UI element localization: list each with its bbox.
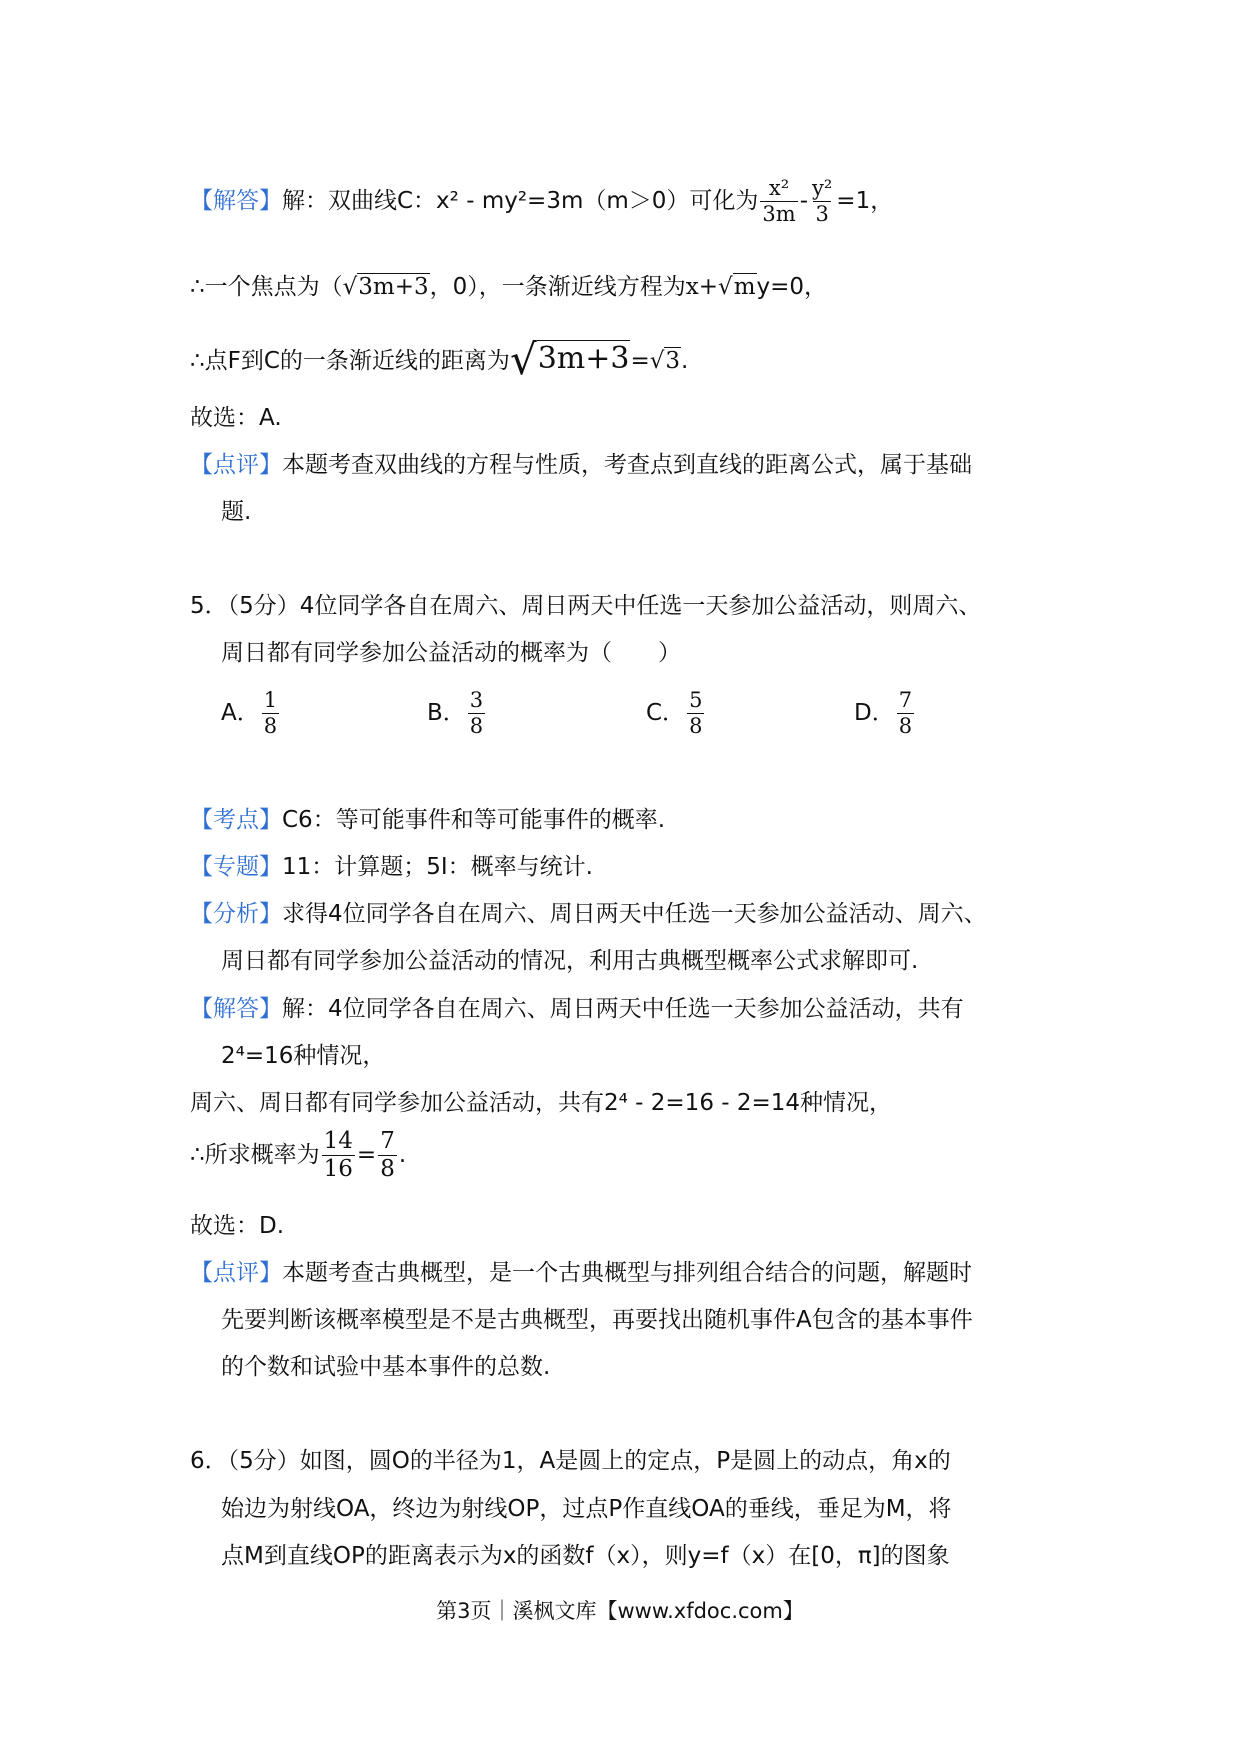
fraction-7-over-8: $\frac{7}{8}$ — [380, 1128, 395, 1182]
option-c: C． $\frac{5}{8}$ — [646, 688, 703, 738]
jieda-line-4: ∴所求概率为 $\frac{14}{16}$ = $\frac{7}{8}$ . — [190, 1128, 407, 1182]
kaodian-line: 【考点】C6：等可能事件和等可能事件的概率. — [190, 807, 666, 833]
kaodian-tag: 【考点】 — [190, 807, 282, 833]
jieda-tag: 【解答】 — [190, 996, 282, 1022]
solution-line-1: 【解答】解：双曲线C：x² - my²=3m（m＞0）可化为 $\frac{\text{x²}}{3m}$ - $\frac{\text{y²}}{3}$ =1， — [190, 176, 894, 226]
solution-choice: 故选：A. — [190, 405, 282, 431]
page-footer: 第3页｜溪枫文库【www.xfdoc.com】 — [436, 1599, 804, 1623]
fraction-x2-over-3m: $\frac{\text{x²}}{3m}$ — [762, 176, 796, 226]
option-b-fraction: $\frac{3}{8}$ — [469, 688, 484, 738]
question-6-line-1: 6．（5分）如图，圆O的半径为1，A是圆上的定点，P是圆上的动点，角x的 — [190, 1448, 951, 1474]
q5-review-line-2: 先要判断该概率模型是不是古典概型，再要找出随机事件A包含的基本事件 — [221, 1307, 973, 1333]
option-a-fraction: $\frac{1}{8}$ — [263, 688, 278, 738]
fenxi-tag: 【分析】 — [190, 901, 282, 927]
jieda-line-1: 【解答】解：4位同学各自在周六、周日两天中任选一天参加公益活动，共有 — [190, 996, 964, 1022]
option-b: B． $\frac{3}{8}$ — [427, 688, 484, 738]
fraction-y2-over-3: $\frac{\text{y²}}{3}$ — [812, 176, 833, 226]
option-c-fraction: $\frac{5}{8}$ — [689, 688, 703, 738]
fraction-14-over-16: $\frac{14}{16}$ — [323, 1128, 353, 1182]
jieda-line-3: 周六、周日都有同学参加公益活动，共有2⁴ - 2=16 - 2=14种情况， — [190, 1090, 893, 1116]
solution-line-2: ∴一个焦点为（√3m+3，0），一条渐近线方程为x+√my=0， — [190, 274, 828, 300]
solution-text: 解：双曲线C：x² - my²=3m（m＞0）可化为 — [282, 188, 759, 214]
jieda-line-2: 2⁴=16种情况， — [221, 1043, 386, 1069]
q5-review-line-3: 的个数和试验中基本事件的总数. — [221, 1354, 551, 1380]
option-d-fraction: $\frac{7}{8}$ — [898, 688, 913, 738]
sqrt-3m-plus-3-large: √3m+3 — [509, 335, 630, 384]
solution-line-3: ∴点F到C的一条渐近线的距离为√3m+3=√3. — [190, 335, 689, 384]
sqrt-3: √3 — [649, 348, 681, 374]
zhuanti-tag: 【专题】 — [190, 854, 282, 880]
sqrt-m: √m — [718, 274, 756, 300]
question-5-line-1: 5．（5分）4位同学各自在周六、周日两天中任选一天参加公益活动，则周六、 — [190, 593, 982, 619]
option-d: D． $\frac{7}{8}$ — [854, 688, 913, 738]
q5-choice: 故选：D. — [190, 1213, 285, 1239]
fenxi-line-2: 周日都有同学参加公益活动的情况，利用古典概型概率公式求解即可. — [221, 948, 919, 974]
review-line-1: 【点评】本题考查双曲线的方程与性质，考查点到直线的距离公式，属于基础 — [190, 452, 972, 478]
question-5-line-2: 周日都有同学参加公益活动的概率为（ ） — [221, 640, 681, 666]
question-6-line-2: 始边为射线OA，终边为射线OP，过点P作直线OA的垂线，垂足为M，将 — [221, 1496, 952, 1522]
q5-review-tag: 【点评】 — [190, 1260, 282, 1286]
zhuanti-line: 【专题】11：计算题；5I：概率与统计. — [190, 854, 593, 880]
sqrt-3m-plus-3: √3m+3 — [342, 274, 429, 300]
review-tag: 【点评】 — [190, 452, 282, 478]
fenxi-line-1: 【分析】求得4位同学各自在周六、周日两天中任选一天参加公益活动、周六、 — [190, 901, 987, 927]
review-line-2: 题. — [221, 499, 252, 525]
answer-tag: 【解答】 — [190, 188, 282, 214]
q5-review-line-1: 【点评】本题考查古典概型，是一个古典概型与排列组合结合的问题，解题时 — [190, 1260, 972, 1286]
question-6-line-3: 点M到直线OP的距离表示为x的函数f（x），则y=f（x）在[0，π]的图象 — [221, 1543, 950, 1569]
option-a: A． $\frac{1}{8}$ — [221, 688, 278, 738]
